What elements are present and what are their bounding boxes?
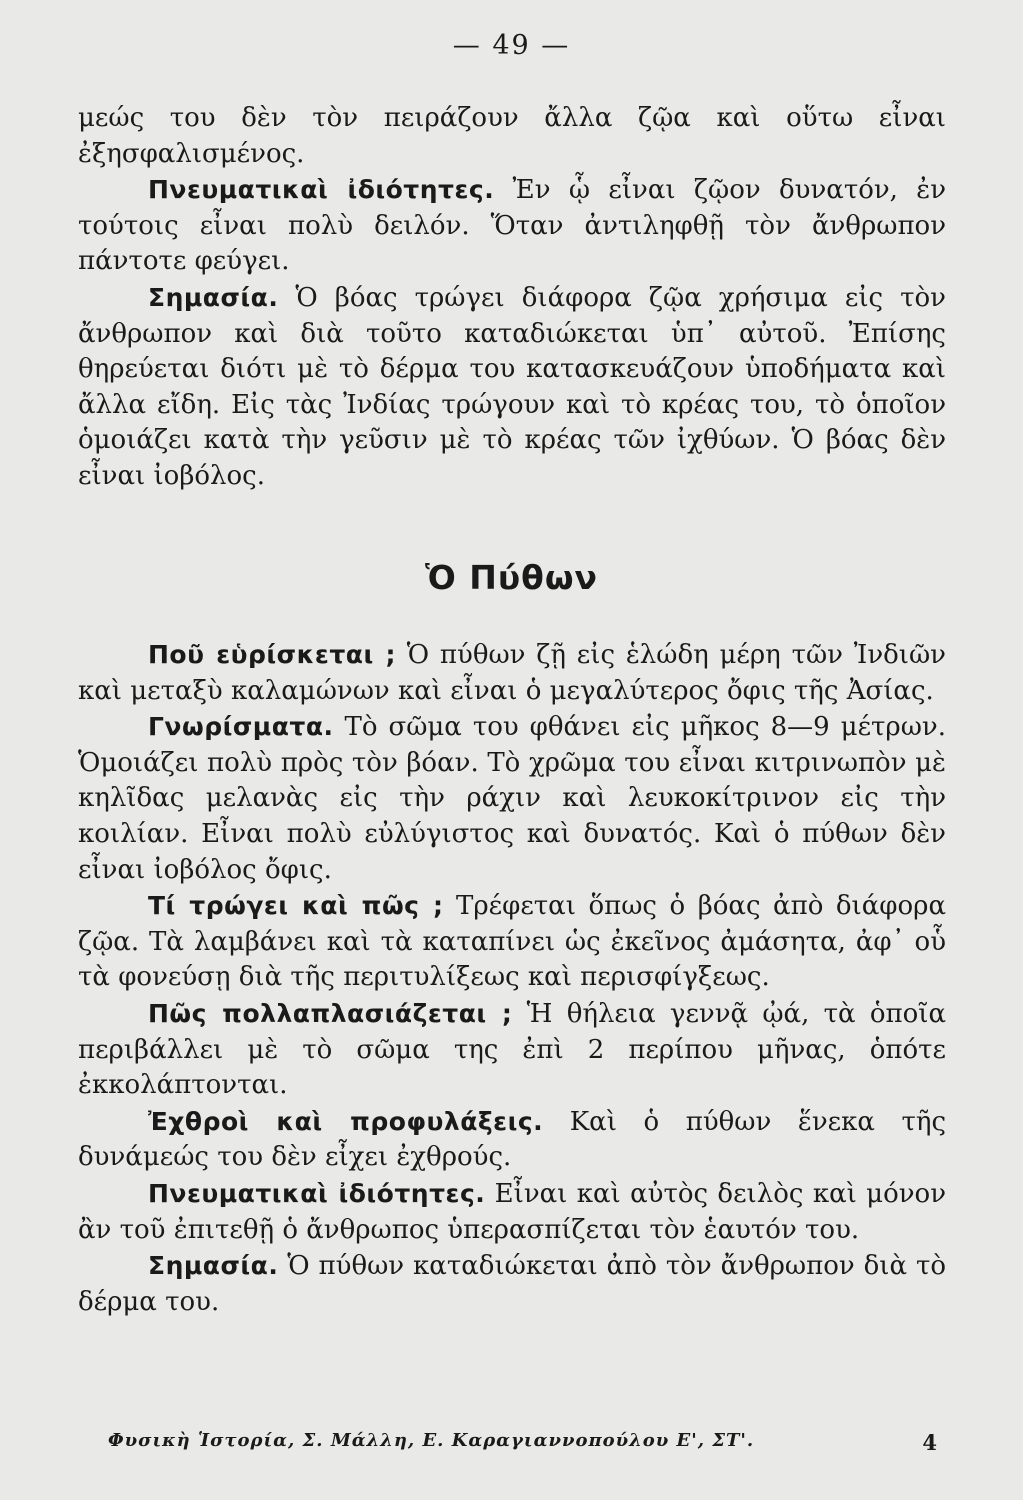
section-title: Ὁ Πύθων [424, 558, 598, 597]
top-text-block [78, 100, 946, 495]
paragraph [78, 100, 946, 172]
paragraph-heading: Πνευματικαὶ ἰδιότητες. [148, 175, 495, 205]
footer [108, 1430, 938, 1455]
paragraph [78, 1176, 946, 1248]
paragraph-heading: Πῶς πολλαπλασιάζεται ; [148, 998, 513, 1028]
page-number: — 49 — [452, 30, 571, 61]
paragraph-text: Τρέφεται ὅπως ὁ βόας ἀπὸ διάφορα ζῷα. Τὰ λαμβάνει καὶ τὰ καταπίνει ὡς ἐκεῖνος ἀμάσητα, ἀφ᾽ οὗ τὰ φονεύσῃ διὰ τῆς περιτυλίξεως καὶ περισφίγξεως. [78, 891, 946, 993]
paragraph-text: Ἐν ᾧ εἶναι ζῷον δυνατόν, ἐν τούτοις εἶναι πολὺ δειλόν. Ὅταν ἀντιληφθῇ τὸν ἄνθρωπον πάντοτε φεύγει. [78, 175, 947, 277]
paragraph-text: Ὁ πύθων ζῇ εἰς ἑλώδη μέρη τῶν Ἰνδιῶν καὶ μεταξὺ καλαμώνων καὶ εἶναι ὁ μεγαλύτερος ὄφις τῆς Ἀσίας. [78, 640, 946, 706]
paragraph [78, 280, 946, 495]
paragraph [78, 1248, 946, 1320]
paragraph [78, 637, 946, 709]
paragraph [78, 888, 946, 996]
signature-mark: 4 [922, 1430, 938, 1455]
paragraph-text: μεώς του δὲν τὸν πειράζουν ἄλλα ζῷα καὶ οὕτω εἶναι ἐξησφαλισμένος. [78, 103, 946, 169]
paragraph-text: Καὶ ὁ πύθων ἕνεκα τῆς δυνάμεώς του δὲν εἶχει ἐχθρούς. [78, 1106, 947, 1173]
footer-text: Φυσικὴ Ἱστορία, Σ. Μάλλη, Ε. Καραγιαννοπούλου Ε', ΣΤ'. [108, 1430, 755, 1451]
paragraph-heading: Ἐχθροὶ καὶ προφυλάξεις. [148, 1106, 544, 1136]
paragraph-text: Ἡ θήλεια γεννᾷ ᾠά, τὰ ὁποῖα περιβάλλει μὲ τὸ σῶμα της ἐπὶ 2 περίπου μῆνας, ὁπότε ἐκκολάπτονται. [78, 998, 947, 1101]
paragraph-heading: Σημασία. [148, 1251, 279, 1281]
paragraph-text: Τὸ σῶμα του φθάνει εἰς μῆκος 8—9 μέτρων. Ὁμοιάζει πολὺ πρὸς τὸν βόαν. Τὸ χρῶμα του εἶναι κιτρινωπὸν μὲ κηλῖδας μελανὰς εἰς τὴν ράχιν καὶ λευκοκίτρινον εἰς τὴν κοιλίαν. Εἶναι πολὺ εὐλύγιστος καὶ δυνατός. Καὶ ὁ πύθων δὲν εἶναι ἰοβόλος ὄφις. [78, 712, 946, 885]
paragraph-text: Εἶναι καὶ αὐτὸς δειλὸς καὶ μόνον ἂν τοῦ ἐπιτεθῇ ὁ ἄνθρωπος ὑπερασπίζεται τὸν ἑαυτόν του. [78, 1178, 946, 1245]
paragraph [78, 172, 946, 280]
paragraph [78, 1104, 946, 1176]
paragraph-heading: Σημασία. [148, 282, 279, 312]
paragraph [78, 709, 946, 888]
paragraph-heading: Ποῦ εὑρίσκεται ; [148, 640, 396, 669]
bottom-text-block [78, 637, 946, 1320]
paragraph-heading: Τί τρώγει καὶ πῶς ; [148, 891, 444, 921]
paragraph-heading: Πνευματικαὶ ἰδιότητες. [148, 1178, 486, 1208]
paragraph-heading: Γνωρίσματα. [148, 712, 334, 742]
paragraph-text: Ὁ πύθων καταδιώκεται ἀπὸ τὸν ἄνθρωπον διὰ τὸ δέρμα του. [78, 1251, 946, 1317]
paragraph [78, 996, 946, 1104]
paragraph-text: Ὁ βόας τρώγει διάφορα ζῷα χρήσιμα εἰς τὸν ἄνθρωπον καὶ διὰ τοῦτο καταδιώκεται ὑπ᾽ αὐτοῦ. Ἐπίσης θηρεύεται διότι μὲ τὸ δέρμα του κατασκευάζουν ὑποδήματα καὶ ἄλλα εἴδη. Εἰς τὰς Ἰνδίας τρώγουν καὶ τὸ κρέας του, τὸ ὁποῖον ὁμοιάζει κατὰ τὴν γεῦσιν μὲ τὸ κρέας τῶν ἰχθύων. Ὁ βόας δὲν εἶναι ἰοβόλος. [78, 282, 946, 491]
